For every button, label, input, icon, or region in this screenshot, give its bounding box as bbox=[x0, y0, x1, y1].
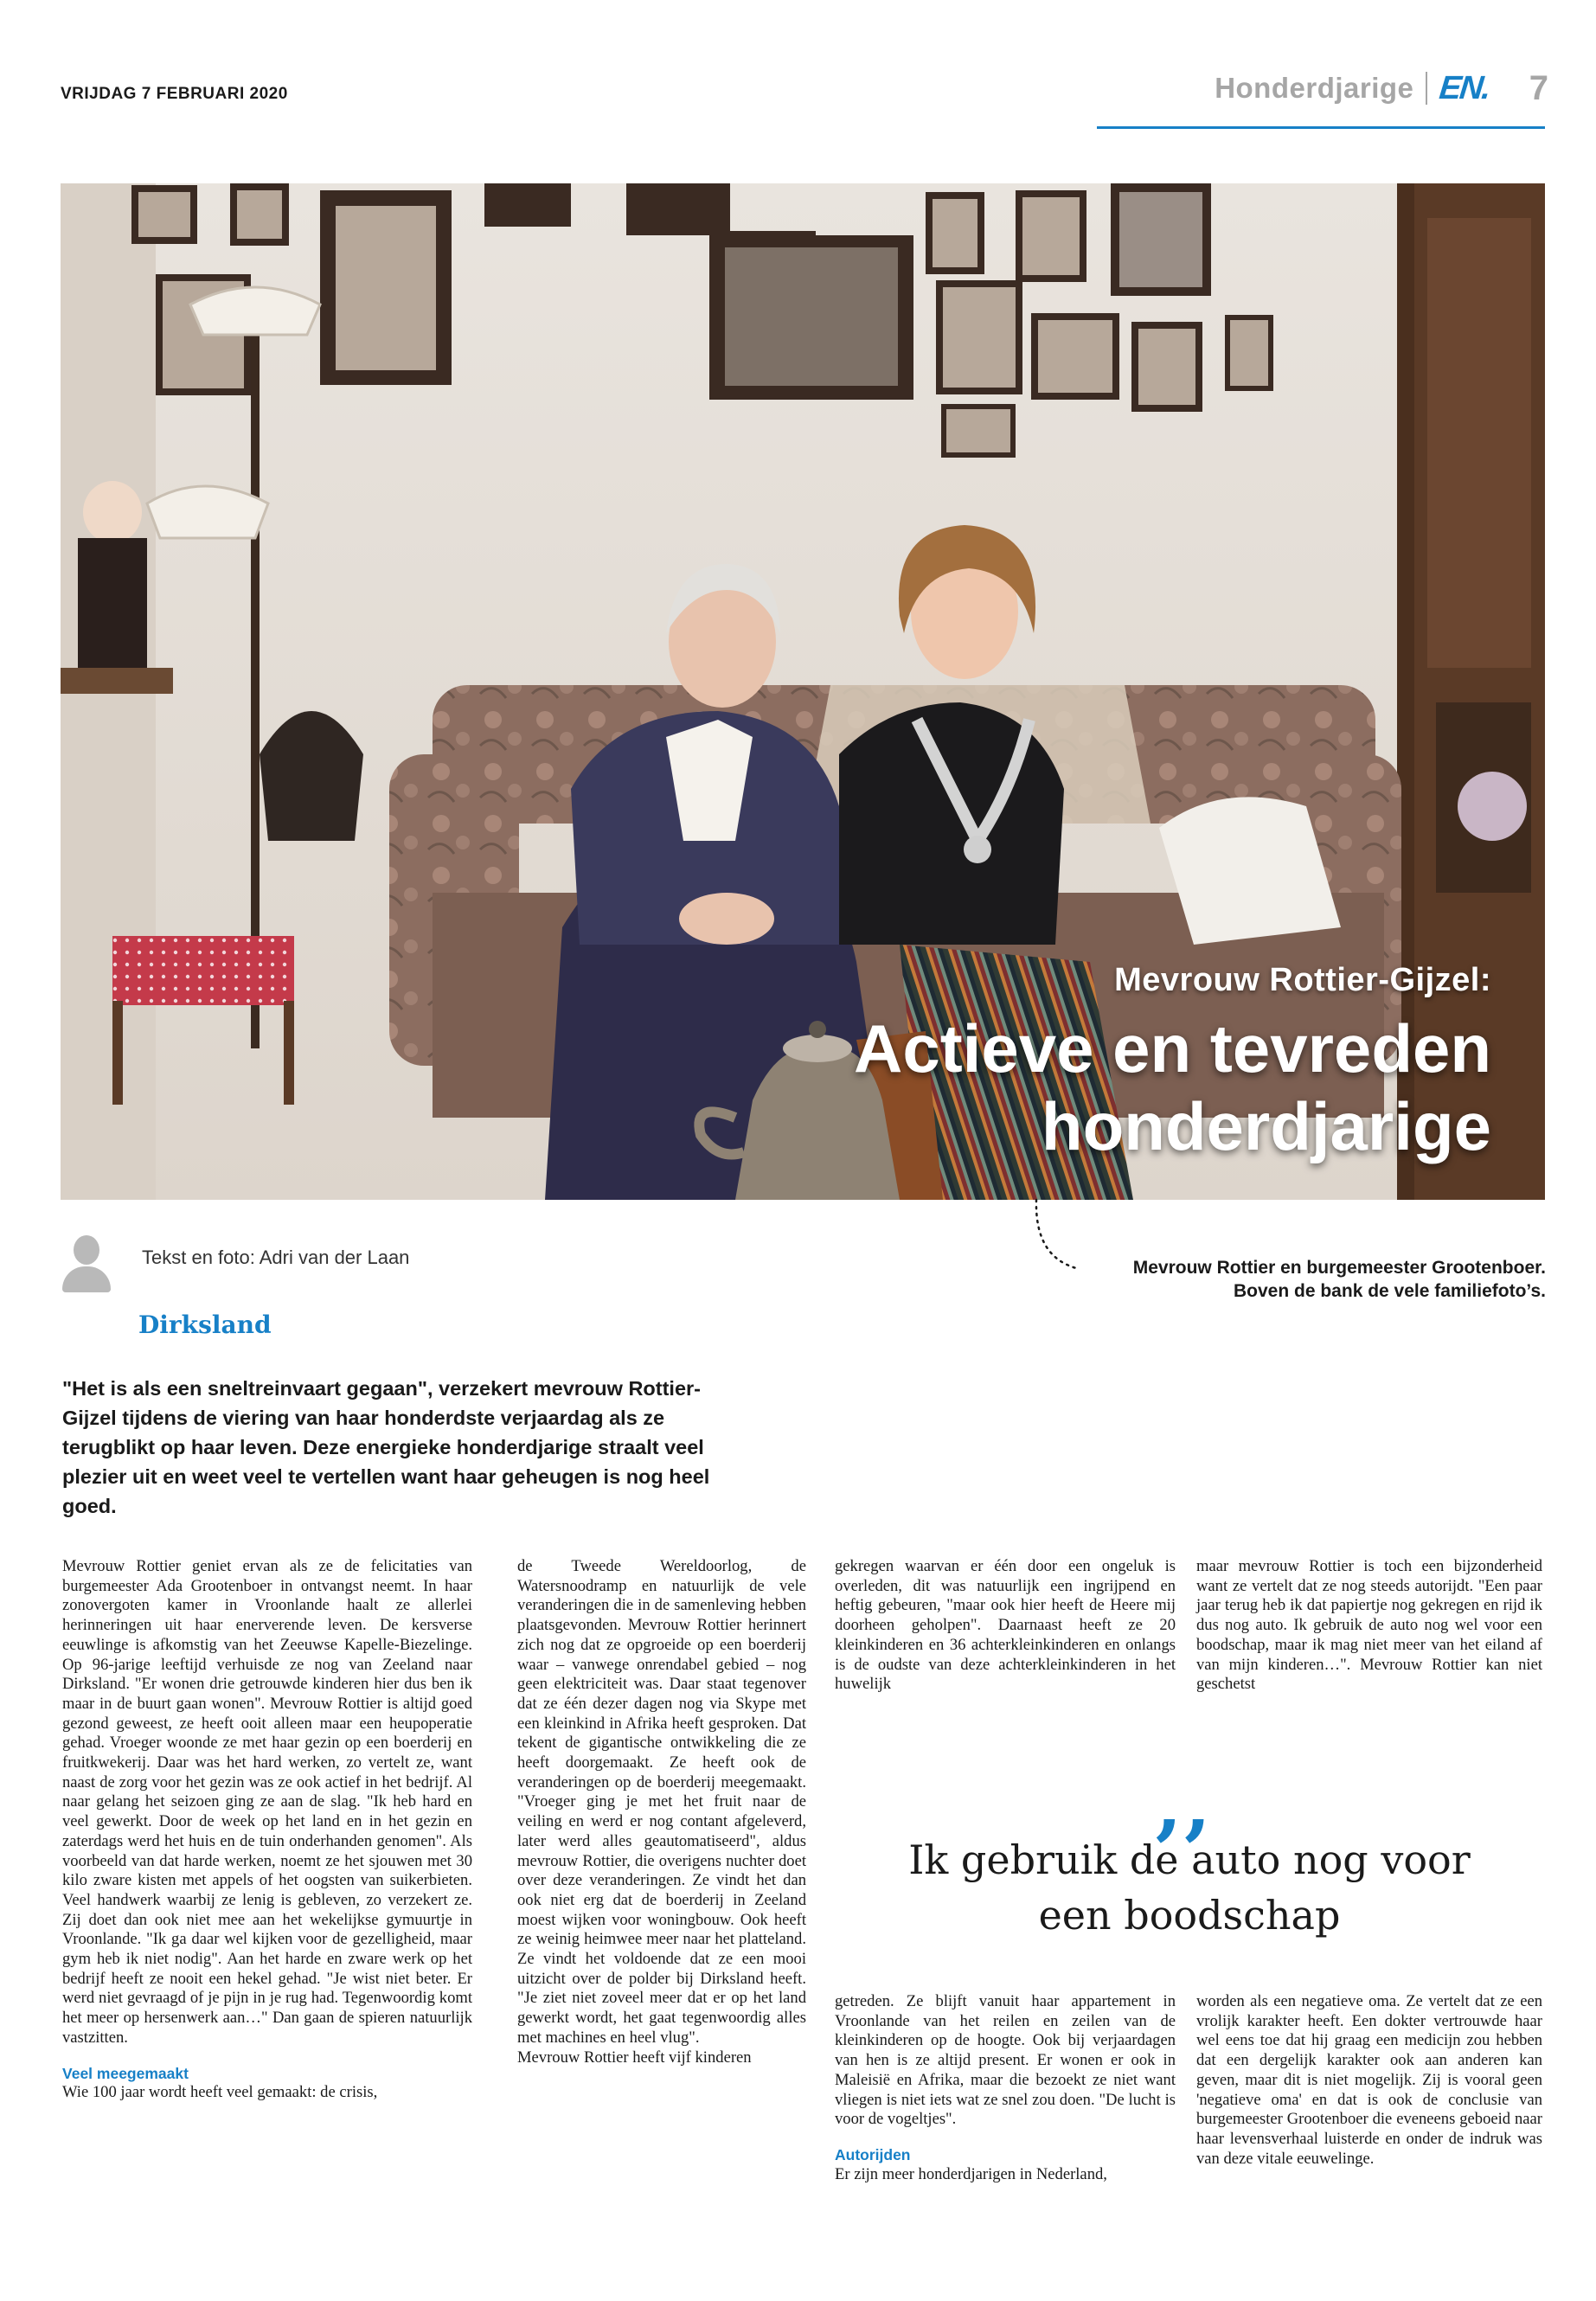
publication-logo: EN. bbox=[1438, 69, 1492, 106]
section-divider bbox=[1426, 72, 1427, 105]
body-column-4-bottom bbox=[1196, 1992, 1542, 2169]
caption-line-2: Boven de bank de vele familiefoto’s. bbox=[1234, 1281, 1546, 1301]
photo-caption bbox=[1133, 1256, 1546, 1303]
body-column-2 bbox=[517, 1557, 806, 2067]
body-column-3-top bbox=[835, 1557, 1176, 1695]
dateline: Dirksland bbox=[138, 1311, 272, 1339]
quote-mark-icon: ‚‚ bbox=[1154, 1754, 1212, 1852]
caption-line-1: Mevrouw Rottier en burgemeester Grootenboer. bbox=[1132, 1258, 1546, 1278]
paragraph: getreden. Ze blijft vanuit haar appartement in Vroonlande van het reilen en zeilen van de kleinkinderen op de hoogte. Ook bij verjaardagen van hen is ze altijd present. Er wonen er ook in Maleisië en Afrika, maar die bezoekt ze niet want vliegen is niet iets wat ze snel zou doen. "De lucht is voor de vogeltjes". bbox=[835, 1992, 1176, 2129]
paragraph: de Tweede Wereldoorlog, de Watersnoodramp en natuurlijk de vele veranderingen die in de samenleving hebben plaatsgevonden. Mevrouw Rottier herinnert zich nog dat ze opgroeide op een boerderij waar – vanwege onrendabel gebied – nog geen elektriciteit was. Daar staat tegenover dat ze één dezer dagen nog via Skype met een kleinkind in Afrika heeft gesproken. Dat tekent de gigantische ontwikkeling die ze heeft doorgemaakt. Ze heeft ook de veranderingen op de boerderij meegemaakt. "Vroeger ging je met het fruit naar de veiling en werd er nog contant afgeleverd, later werd alles geautomatiseerd", aldus mevrouw Rottier, die overigens nuchter doet over deze veranderingen. Ze vindt het dan ook niet erg dat de boerderij in Zeeland moest wijken voor woningbouw. Ook heeft ze weinig heimwee meer naar het platteland. Ze vindt het voldoende dat ze een mooi uitzicht over de polder bij Dirksland heeft. "Je ziet niet zoveel meer dat er op het land gewerkt wordt, het gaat tegenwoordig alles met machines en heel vlug". bbox=[517, 1557, 806, 2047]
body-column-1 bbox=[62, 1557, 472, 2103]
paragraph: gekregen waarvan er één door een ongeluk is overleden, dit was natuurlijk een ingrijpend en heftig gebeuren, "maar ook hier heeft de Heere mij doorheen geholpen". Daarnaast heeft ze 20 kleinkinderen en 36 achterkleinkinderen en onlangs is de oudste van deze achterkleinkinderen in het huwelijk bbox=[835, 1557, 1176, 1694]
page-number: 7 bbox=[1529, 68, 1548, 107]
author-credit: Tekst en foto: Adri van der Laan bbox=[142, 1247, 410, 1268]
photo-kicker: Mevrouw Rottier-Gijzel: bbox=[1114, 962, 1491, 998]
pull-quote: Ik gebruik de auto nog voor een boodschap bbox=[908, 1836, 1471, 1939]
section-name: Honderdjarige bbox=[1215, 72, 1414, 104]
headline: Actieve en tevreden honderdjarige bbox=[853, 1010, 1491, 1164]
paragraph: Er zijn meer honderdjarigen in Nederland, bbox=[835, 2164, 1107, 2183]
paragraph: Wie 100 jaar wordt heeft veel gemaakt: de crisis, bbox=[62, 2083, 378, 2102]
header-rule bbox=[1097, 126, 1545, 129]
body-column-4-top bbox=[1196, 1557, 1542, 1695]
paragraph: maar mevrouw Rottier is toch een bijzonderheid want ze vertelt dat ze nog steeds autorijdt. "Een paar jaar terug heb ik dat papiertje nog gekregen en rijd ik dus nog auto. Ik gebruik de auto nog wel voor een boodschap, maar ik mag niet meer van het eiland af van mijn kinderen…". Mevrouw Rottier kan niet geschetst bbox=[1196, 1557, 1542, 1694]
article-photo bbox=[61, 183, 1545, 1200]
body-column-3-bottom bbox=[835, 1992, 1176, 2184]
paragraph: worden als een negatieve oma. Ze vertelt dat ze een vrolijk karakter heeft. Een dokter vertrouwde haar wel eens toe dat hij graag een medicijn zou hebben dat een dergelijk karakter ook aan anderen kan geven, maar dit is niet mogelijk. Zij is vooral geen 'negatieve oma' en dat is ook de conclusie van burgemeester Grootenboer die eveneens geboeid naar haar levensverhaal luisterde en onder de indruk was van deze vitale eeuwelinge. bbox=[1196, 1992, 1542, 2168]
subheading: Veel meegemaakt bbox=[62, 2064, 189, 2082]
paragraph: Mevrouw Rottier heeft vijf kinderen bbox=[517, 2048, 752, 2067]
caption-pointer bbox=[1029, 1198, 1081, 1276]
article-intro: "Het is als een sneltreinvaart gegaan", verzekert mevrouw Rottier-Gijzel tijdens de viering van haar honderdste verjaardag als ze terugblikt op haar leven. Deze energieke honderdjarige straalt veel plezier uit en weet veel te vertellen want haar geheugen is nog heel goed. bbox=[62, 1377, 710, 1517]
section-header bbox=[1215, 67, 1548, 109]
subheading: Autorijden bbox=[835, 2145, 911, 2163]
person-silhouette-icon bbox=[62, 1235, 111, 1292]
issue-date: VRIJDAG 7 FEBRUARI 2020 bbox=[61, 85, 288, 103]
paragraph: Mevrouw Rottier geniet ervan als ze de felicitaties van burgemeester Ada Grootenboer in ontvangst neemt. In haar zonovergoten kamer in Vroonlande haalt ze allerlei herinneringen uit haar enerverende leven. De kersverse eeuwlinge is afkomstig van het Zeeuwse Kapelle-Biezelinge. Op 96-jarige leeftijd verhuisde ze nog van Zeeland naar Dirksland. "Er wonen drie getrouwde kinderen hier dus ben ik maar in de buurt gaan wonen". Mevrouw Rottier is altijd goed gezond geweest, ze heeft ooit alleen maar een heupoperatie gehad. Vroeger woonde ze met haar gezin op een boerderij en fruitkwekerij. Daar was het hard werken, zo vertelt ze, want naast de zorg voor het gezin was ze ook actief in het bedrijf. Al naar gelang het seizoen ging ze aan de slag. "Ik heb hard en veel gewerkt. Door de week op het land en in het gezin en zaterdags werd het huis en de tuin onderhanden genomen". Als voorbeeld van dat harde werken, noemt ze het sjouwen met 30 kilo zware kisten met appels of het oogsten van suikerbieten. Veel handwerk waarbij ze lenig is gebleven, zo verzekert ze. Zij doet dan ook niet mee aan het wekelijkse gymuurtje in Vroonlande. "Ik ga daar wel kijken voor de gezelligheid, maar gym heb ik niet nodig". Aan het harde en zware werk op het bedrijf heeft ze nooit een hekel gehad. "Je wist niet beter. Er werd niet gevraagd of je pijn in je rug had. Tegenwoordig komt het meer op hersenwerk aan…" Dan gaan de spieren natuurlijk vastzitten. bbox=[62, 1557, 472, 2047]
byline bbox=[62, 1235, 409, 1292]
